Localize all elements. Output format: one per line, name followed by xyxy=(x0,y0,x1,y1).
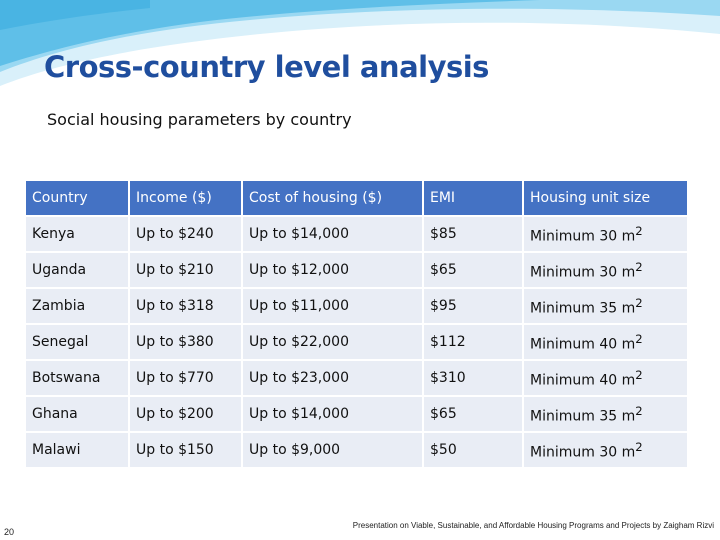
unit-size-value: Minimum 35 m xyxy=(530,300,636,317)
cell-income: Up to $200 xyxy=(129,396,242,432)
cell-unit-size xyxy=(523,432,688,468)
cell-country: Malawi xyxy=(25,432,129,468)
cell-unit-size xyxy=(523,216,688,252)
unit-superscript: 2 xyxy=(635,223,643,238)
cell-income: Up to $380 xyxy=(129,324,242,360)
cell-unit-size xyxy=(523,324,688,360)
cell-emi: $65 xyxy=(423,396,523,432)
cell-country: Senegal xyxy=(25,324,129,360)
table-row xyxy=(25,360,688,396)
table-row xyxy=(25,396,688,432)
cell-income: Up to $210 xyxy=(129,252,242,288)
cell-income: Up to $240 xyxy=(129,216,242,252)
slide-subtitle: Social housing parameters by country xyxy=(47,110,352,129)
cell-country: Uganda xyxy=(25,252,129,288)
cell-emi: $50 xyxy=(423,432,523,468)
header-income: Income ($) xyxy=(129,180,242,216)
unit-superscript: 2 xyxy=(635,439,643,454)
cell-cost: Up to $23,000 xyxy=(242,360,423,396)
cell-emi: $65 xyxy=(423,252,523,288)
cell-emi: $85 xyxy=(423,216,523,252)
cell-emi: $95 xyxy=(423,288,523,324)
cell-emi: $310 xyxy=(423,360,523,396)
unit-superscript: 2 xyxy=(635,367,643,382)
footer-credit: Presentation on Viable, Sustainable, and Affordable Housing Programs and Projects by Zaigham Rizvi xyxy=(352,521,714,530)
cell-cost: Up to $11,000 xyxy=(242,288,423,324)
header-country: Country xyxy=(25,180,129,216)
header-emi: EMI xyxy=(423,180,523,216)
table-row xyxy=(25,288,688,324)
cell-income: Up to $318 xyxy=(129,288,242,324)
cell-unit-size xyxy=(523,288,688,324)
cell-country: Kenya xyxy=(25,216,129,252)
cell-cost: Up to $22,000 xyxy=(242,324,423,360)
unit-superscript: 2 xyxy=(635,403,643,418)
cell-country: Ghana xyxy=(25,396,129,432)
unit-superscript: 2 xyxy=(635,259,643,274)
cell-cost: Up to $12,000 xyxy=(242,252,423,288)
unit-superscript: 2 xyxy=(635,295,643,310)
housing-parameters-table xyxy=(24,179,689,469)
unit-size-value: Minimum 40 m xyxy=(530,372,636,389)
unit-size-value: Minimum 30 m xyxy=(530,264,636,281)
table-row xyxy=(25,252,688,288)
header-cost-of-housing: Cost of housing ($) xyxy=(242,180,423,216)
slide-title: Cross-country level analysis xyxy=(44,50,489,84)
table-row xyxy=(25,432,688,468)
header-housing-unit-size: Housing unit size xyxy=(523,180,688,216)
cell-country: Botswana xyxy=(25,360,129,396)
cell-income: Up to $150 xyxy=(129,432,242,468)
page-number: 20 xyxy=(4,527,15,537)
cell-unit-size xyxy=(523,252,688,288)
cell-emi: $112 xyxy=(423,324,523,360)
table-row xyxy=(25,324,688,360)
unit-size-value: Minimum 35 m xyxy=(530,408,636,425)
cell-country: Zambia xyxy=(25,288,129,324)
cell-unit-size xyxy=(523,360,688,396)
table-row xyxy=(25,216,688,252)
cell-cost: Up to $9,000 xyxy=(242,432,423,468)
cell-cost: Up to $14,000 xyxy=(242,216,423,252)
unit-size-value: Minimum 30 m xyxy=(530,444,636,461)
table-header-row xyxy=(25,180,688,216)
unit-size-value: Minimum 30 m xyxy=(530,228,636,245)
cell-cost: Up to $14,000 xyxy=(242,396,423,432)
unit-size-value: Minimum 40 m xyxy=(530,336,636,353)
cell-unit-size xyxy=(523,396,688,432)
cell-income: Up to $770 xyxy=(129,360,242,396)
unit-superscript: 2 xyxy=(635,331,643,346)
